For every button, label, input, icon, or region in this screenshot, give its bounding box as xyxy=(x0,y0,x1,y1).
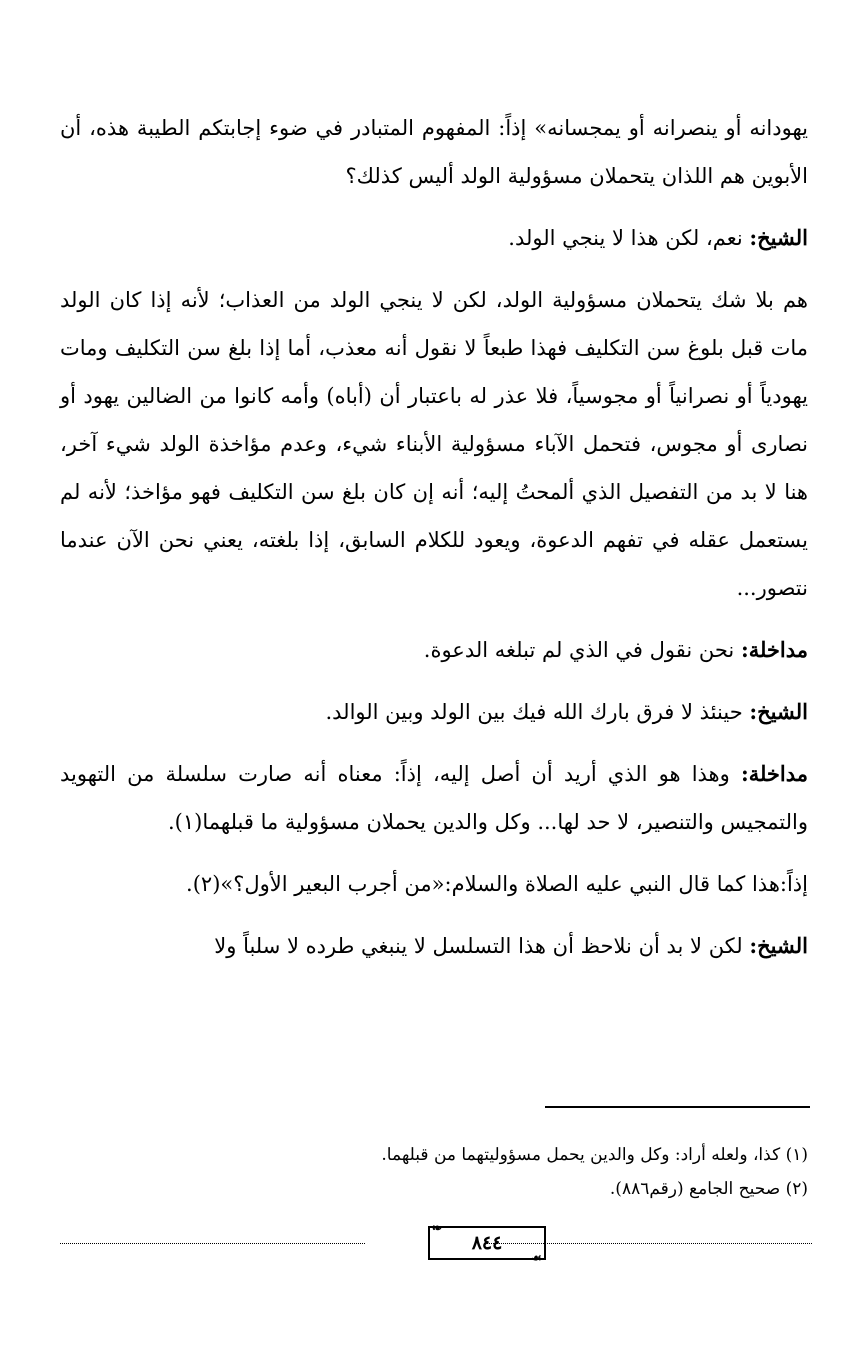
page-number-frame xyxy=(428,1221,546,1265)
dotted-rule xyxy=(60,1243,365,1244)
footnote: (٢) صحيح الجامع (رقم٨٨٦). xyxy=(609,1179,808,1199)
main-text xyxy=(60,104,808,984)
paragraph-text: يهودانه أو ينصرانه أو يمجسانه» إذاً: المفهوم المتبادر في ضوء إجابتكم الطيبة هذه، أن الأبوين هم اللذان يتحملان مسؤولية الولد أليس كذلك؟ xyxy=(60,116,808,188)
paragraph-text: وهذا هو الذي أريد أن أصل إليه، إذاً: معناه أنه صارت سلسلة من التهويد والتمجيس والتنصير، لا حد لها... وكل والدين يحملان مسؤولية ما قبلهما(١). xyxy=(60,762,808,834)
paragraph-text: حينئذ لا فرق بارك الله فيك بين الولد وبين الوالد. xyxy=(325,700,743,724)
ornament-icon: ❧ xyxy=(432,1221,443,1235)
paragraph-text: إذاً:هذا كما قال النبي عليه الصلاة والسلام:«من أجرب البعير الأول؟»(٢). xyxy=(186,872,808,896)
paragraph xyxy=(60,922,808,970)
footnote: (١) كذا، ولعله أراد: وكل والدين يحمل مسؤوليتهما من قبلهما. xyxy=(381,1145,808,1165)
page-footer xyxy=(60,1222,812,1266)
footnotes xyxy=(60,1138,808,1206)
paragraph-text: هم بلا شك يتحملان مسؤولية الولد، لكن لا ينجي الولد من العذاب؛ لأنه إذا كان الولد مات قبل بلوغ سن التكليف فهذا طبعاً لا نقول أنه معذب، أما إذا بلغ سن التكليف ومات يهودياً أو نصرانياً أو مجوسياً، فلا عذر له باعتبار أن (أباه) وأمه كانوا من الضالين يهود أو نصارى أو مجوس، فتحمل الآباء مسؤولية الأبناء شيء، وعدم مؤاخذة الولد شيء آخر، هنا لا بد من التفصيل الذي ألمحتُ إليه؛ أنه إن كان بلغ سن التكليف فهو مؤاخذ؛ لأنه لم يستعمل عقله في تفهم الدعوة، ويعود للكلام السابق، إذا بلغته، يعني نحن الآن عندما نتصور... xyxy=(60,288,808,600)
speaker-label: مداخلة: xyxy=(740,637,808,662)
paragraph-text: نعم، لكن هذا لا ينجي الولد. xyxy=(508,226,743,250)
speaker-label: الشيخ: xyxy=(749,225,808,250)
speaker-label: الشيخ: xyxy=(749,699,808,724)
speaker-label: مداخلة: xyxy=(740,761,808,786)
page-number: ٨٤٤ xyxy=(471,1232,503,1254)
paragraph xyxy=(60,860,808,908)
paragraph xyxy=(60,104,808,200)
paragraph xyxy=(60,688,808,736)
paragraph xyxy=(60,626,808,674)
speaker-label: الشيخ: xyxy=(749,933,808,958)
footnote-separator xyxy=(545,1106,810,1108)
paragraph xyxy=(60,276,808,612)
ornament-icon: ☙ xyxy=(531,1251,542,1265)
paragraph xyxy=(60,214,808,262)
paragraph-text: نحن نقول في الذي لم تبلغه الدعوة. xyxy=(423,638,735,662)
paragraph-text: لكن لا بد أن نلاحظ أن هذا التسلسل لا ينبغي طرده لا سلباً ولا xyxy=(214,934,743,958)
paragraph xyxy=(60,750,808,846)
